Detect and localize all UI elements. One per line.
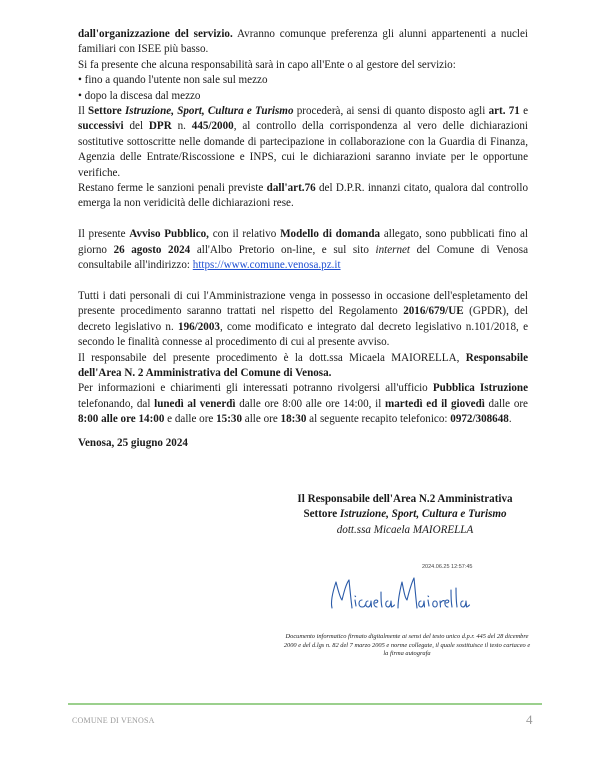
footer-municipality: COMUNE DI VENOSA [72, 716, 155, 725]
signer-name: dott.ssa Micaela MAIORELLA [336, 523, 474, 536]
signer-sector: Settore Istruzione, Sport, Cultura e Turismo [303, 508, 507, 521]
document-body [78, 27, 528, 451]
bold-text: dall'organizzazione del servizio. [78, 28, 233, 40]
page-number: 4 [526, 712, 533, 727]
bullet-item: • fino a quando l'utente non sale sul mezzo [78, 74, 268, 87]
paragraph-privacy: Tutti i dati personali di cui l'Amministrazione venga in possesso in occasione dell'espletamento del presente procedimento saranno trattati nel rispetto del Regolamento 2016/679/UE (GPDR), del decreto legislativo n. 196/2003, come modificato e integrato dal decreto legislativo n.101/2018, e secondo le finalità connesse al procedimento di cui al presente avviso. [78, 289, 528, 349]
paragraph-controlli: Il Settore Istruzione, Sport, Cultura e Turismo procederà, ai sensi di quanto disposto agli art. 71 e successivi del DPR n. 445/2000, al controllo della corrispondenza al vero delle dichiarazioni sostitutive sottoscritte nelle domande di partecipazione in collaborazione con la Guardia di Finanza, Agenzia delle Entrate/Riscossione e INPS, cui le dichiarazioni saranno inviate per le opportune verifiche. [78, 105, 529, 179]
paragraph-informazioni: Per informazioni e chiarimenti gli interessati potranno rivolgersi all'ufficio Pubblica Istruzione telefonando, dal lunedì al venerdì dalle ore 8:00 alle ore 14:00, il martedì ed il giovedì dalle ore 8:00 alle ore 14:00 e dalle ore 15:30 alle ore 18:30 al seguente recapito telefonico: 0972/308648. [78, 382, 529, 426]
signature-block [280, 492, 530, 538]
paragraph-sanzioni: Restano ferme le sanzioni penali previste dall'art.76 del D.P.R. innanzi citato, qualora dal controllo emerga la non veridicità delle dichiarazioni rese. [78, 182, 529, 210]
footer-divider [68, 703, 542, 705]
bullet-item: • dopo la discesa dal mezzo [78, 89, 201, 102]
paragraph-responsabile: Il responsabile del presente procedimento è la dott.ssa Micaela MAIORELLA, Responsabile dell'Area N. 2 Amministrativa del Comune di Venosa. [78, 351, 528, 379]
paragraph-responsabilita: Si fa presente che alcuna responsabilità sarà in capo all'Ente o al gestore del servizio: [78, 58, 456, 71]
digital-signature-note: Documento informatico firmato digitalmente ai sensi del testo unico d.p.r. 445 del 28 dicembre 2000 e del d.lgs n. 82 del 7 marzo 2005 e norme collegate, il quale sostituisce il testo cartaceo e la firma autografa [283, 633, 531, 658]
signer-title: Il Responsabile dell'Area N.2 Amministrativa [297, 493, 513, 505]
paragraph-pubblicazione: Il presente Avviso Pubblico, con il relativo Modello di domanda allegato, sono pubblicati fino al giorno 26 agosto 2024 all'Albo Pretorio on-line, e sul sito internet del Comune di Venosa consultabile all'indirizzo: https://www.comune.venosa.pz.it [78, 228, 528, 272]
paragraph-isee [78, 27, 528, 58]
date-place: Venosa, 25 giugno 2024 [78, 436, 188, 449]
text: Avranno comunque preferenza gli alunni appartenenti a nuclei familiari con ISEE più basso. [78, 28, 528, 56]
website-link[interactable]: https://www.comune.venosa.pz.it [192, 259, 341, 272]
signature-timestamp: 2024.06.25 12:57:45 [422, 564, 473, 570]
handwritten-signature [322, 570, 472, 620]
